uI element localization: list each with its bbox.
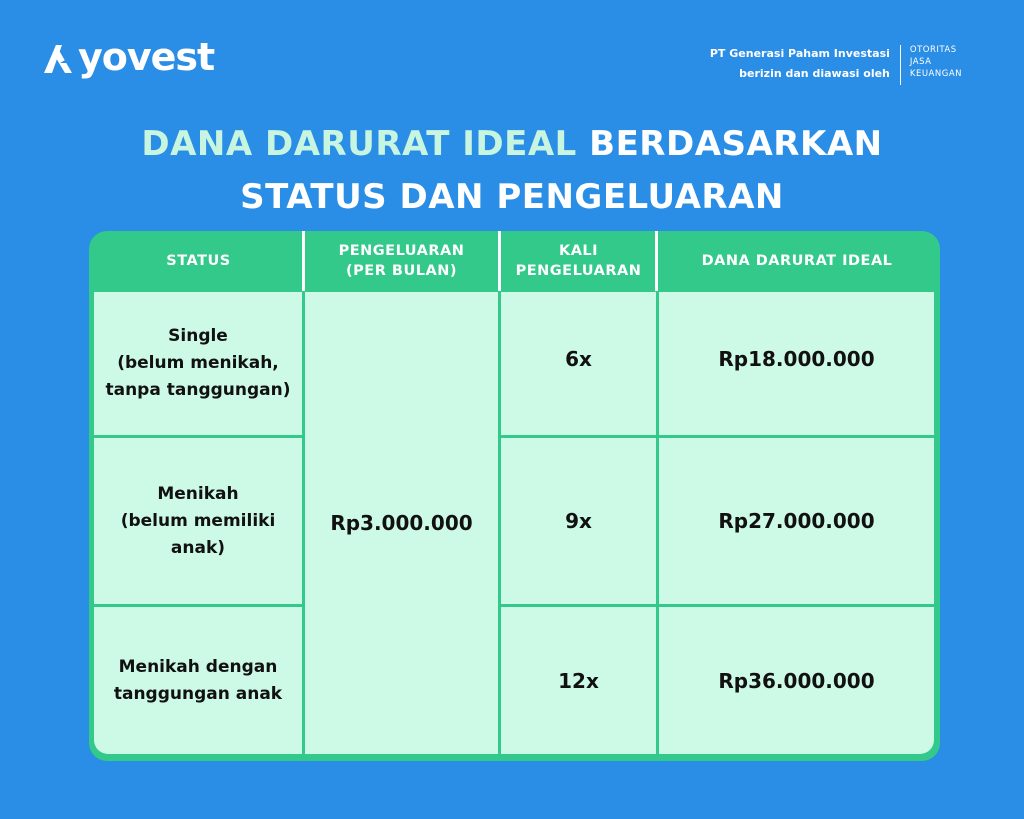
ojk-disclaimer bbox=[710, 44, 962, 85]
status-line: Single bbox=[168, 326, 228, 346]
ojk-company-line: PT Generasi Paham Investasi bbox=[709, 47, 890, 60]
header-dana: DANA DARURAT IDEAL bbox=[701, 253, 893, 269]
dana-cell bbox=[659, 607, 934, 754]
dana-value: Rp18.000.000 bbox=[718, 346, 875, 371]
brand-logo bbox=[42, 35, 215, 79]
kali-value: 12x bbox=[558, 668, 599, 693]
dana-cell bbox=[659, 292, 934, 435]
status-line: Menikah bbox=[157, 483, 239, 504]
status-line: tanpa tanggungan) bbox=[105, 380, 291, 400]
dana-value: Rp27.000.000 bbox=[718, 509, 875, 533]
header-kali-line-2: PENGELUARAN bbox=[515, 263, 642, 279]
header-pengeluaran-line-1: PENGELUARAN bbox=[338, 243, 465, 259]
logo-text: yovest bbox=[78, 35, 215, 79]
kali-cell bbox=[501, 438, 656, 604]
ojk-name-2: JASA bbox=[909, 57, 932, 67]
kali-value: 6x bbox=[565, 346, 592, 371]
pengeluaran-value: Rp3.000.000 bbox=[330, 511, 473, 535]
ojk-supervised-line: berizin dan diawasi oleh bbox=[739, 67, 890, 80]
logo-arrow-icon bbox=[42, 39, 76, 75]
ojk-name-1: OTORITAS bbox=[909, 45, 957, 55]
dana-cell bbox=[659, 438, 934, 604]
header-kali bbox=[501, 231, 656, 291]
title-highlight: DANA DARURAT IDEAL bbox=[141, 124, 577, 164]
header-pengeluaran bbox=[305, 231, 498, 291]
status-cell-single bbox=[94, 292, 302, 435]
status-line: Menikah dengan bbox=[118, 656, 278, 677]
status-line: anak) bbox=[170, 537, 226, 558]
status-line: tanggungan anak bbox=[113, 683, 283, 704]
ojk-divider bbox=[900, 45, 901, 85]
status-line: (belum memiliki bbox=[120, 510, 276, 531]
status-cell-menikah-anak bbox=[94, 607, 302, 754]
dana-value: Rp36.000.000 bbox=[718, 668, 875, 693]
kali-value: 9x bbox=[565, 509, 592, 533]
title-line-2: STATUS DAN PENGELUARAN bbox=[240, 177, 784, 217]
ojk-logo bbox=[910, 44, 962, 80]
status-line: (belum menikah, bbox=[117, 353, 279, 373]
kali-cell bbox=[501, 607, 656, 754]
ojk-name-3: KEUANGAN bbox=[909, 69, 962, 79]
emergency-fund-table bbox=[89, 231, 940, 761]
header-status: STATUS bbox=[166, 253, 231, 269]
header-pengeluaran-line-2: (PER BULAN) bbox=[346, 263, 457, 279]
status-cell-menikah bbox=[94, 438, 302, 604]
title-rest: BERDASARKAN bbox=[576, 124, 883, 164]
kali-cell bbox=[501, 292, 656, 435]
header-kali-line-1: KALI bbox=[558, 243, 599, 259]
pengeluaran-cell bbox=[305, 292, 498, 754]
page-title bbox=[0, 118, 1024, 224]
